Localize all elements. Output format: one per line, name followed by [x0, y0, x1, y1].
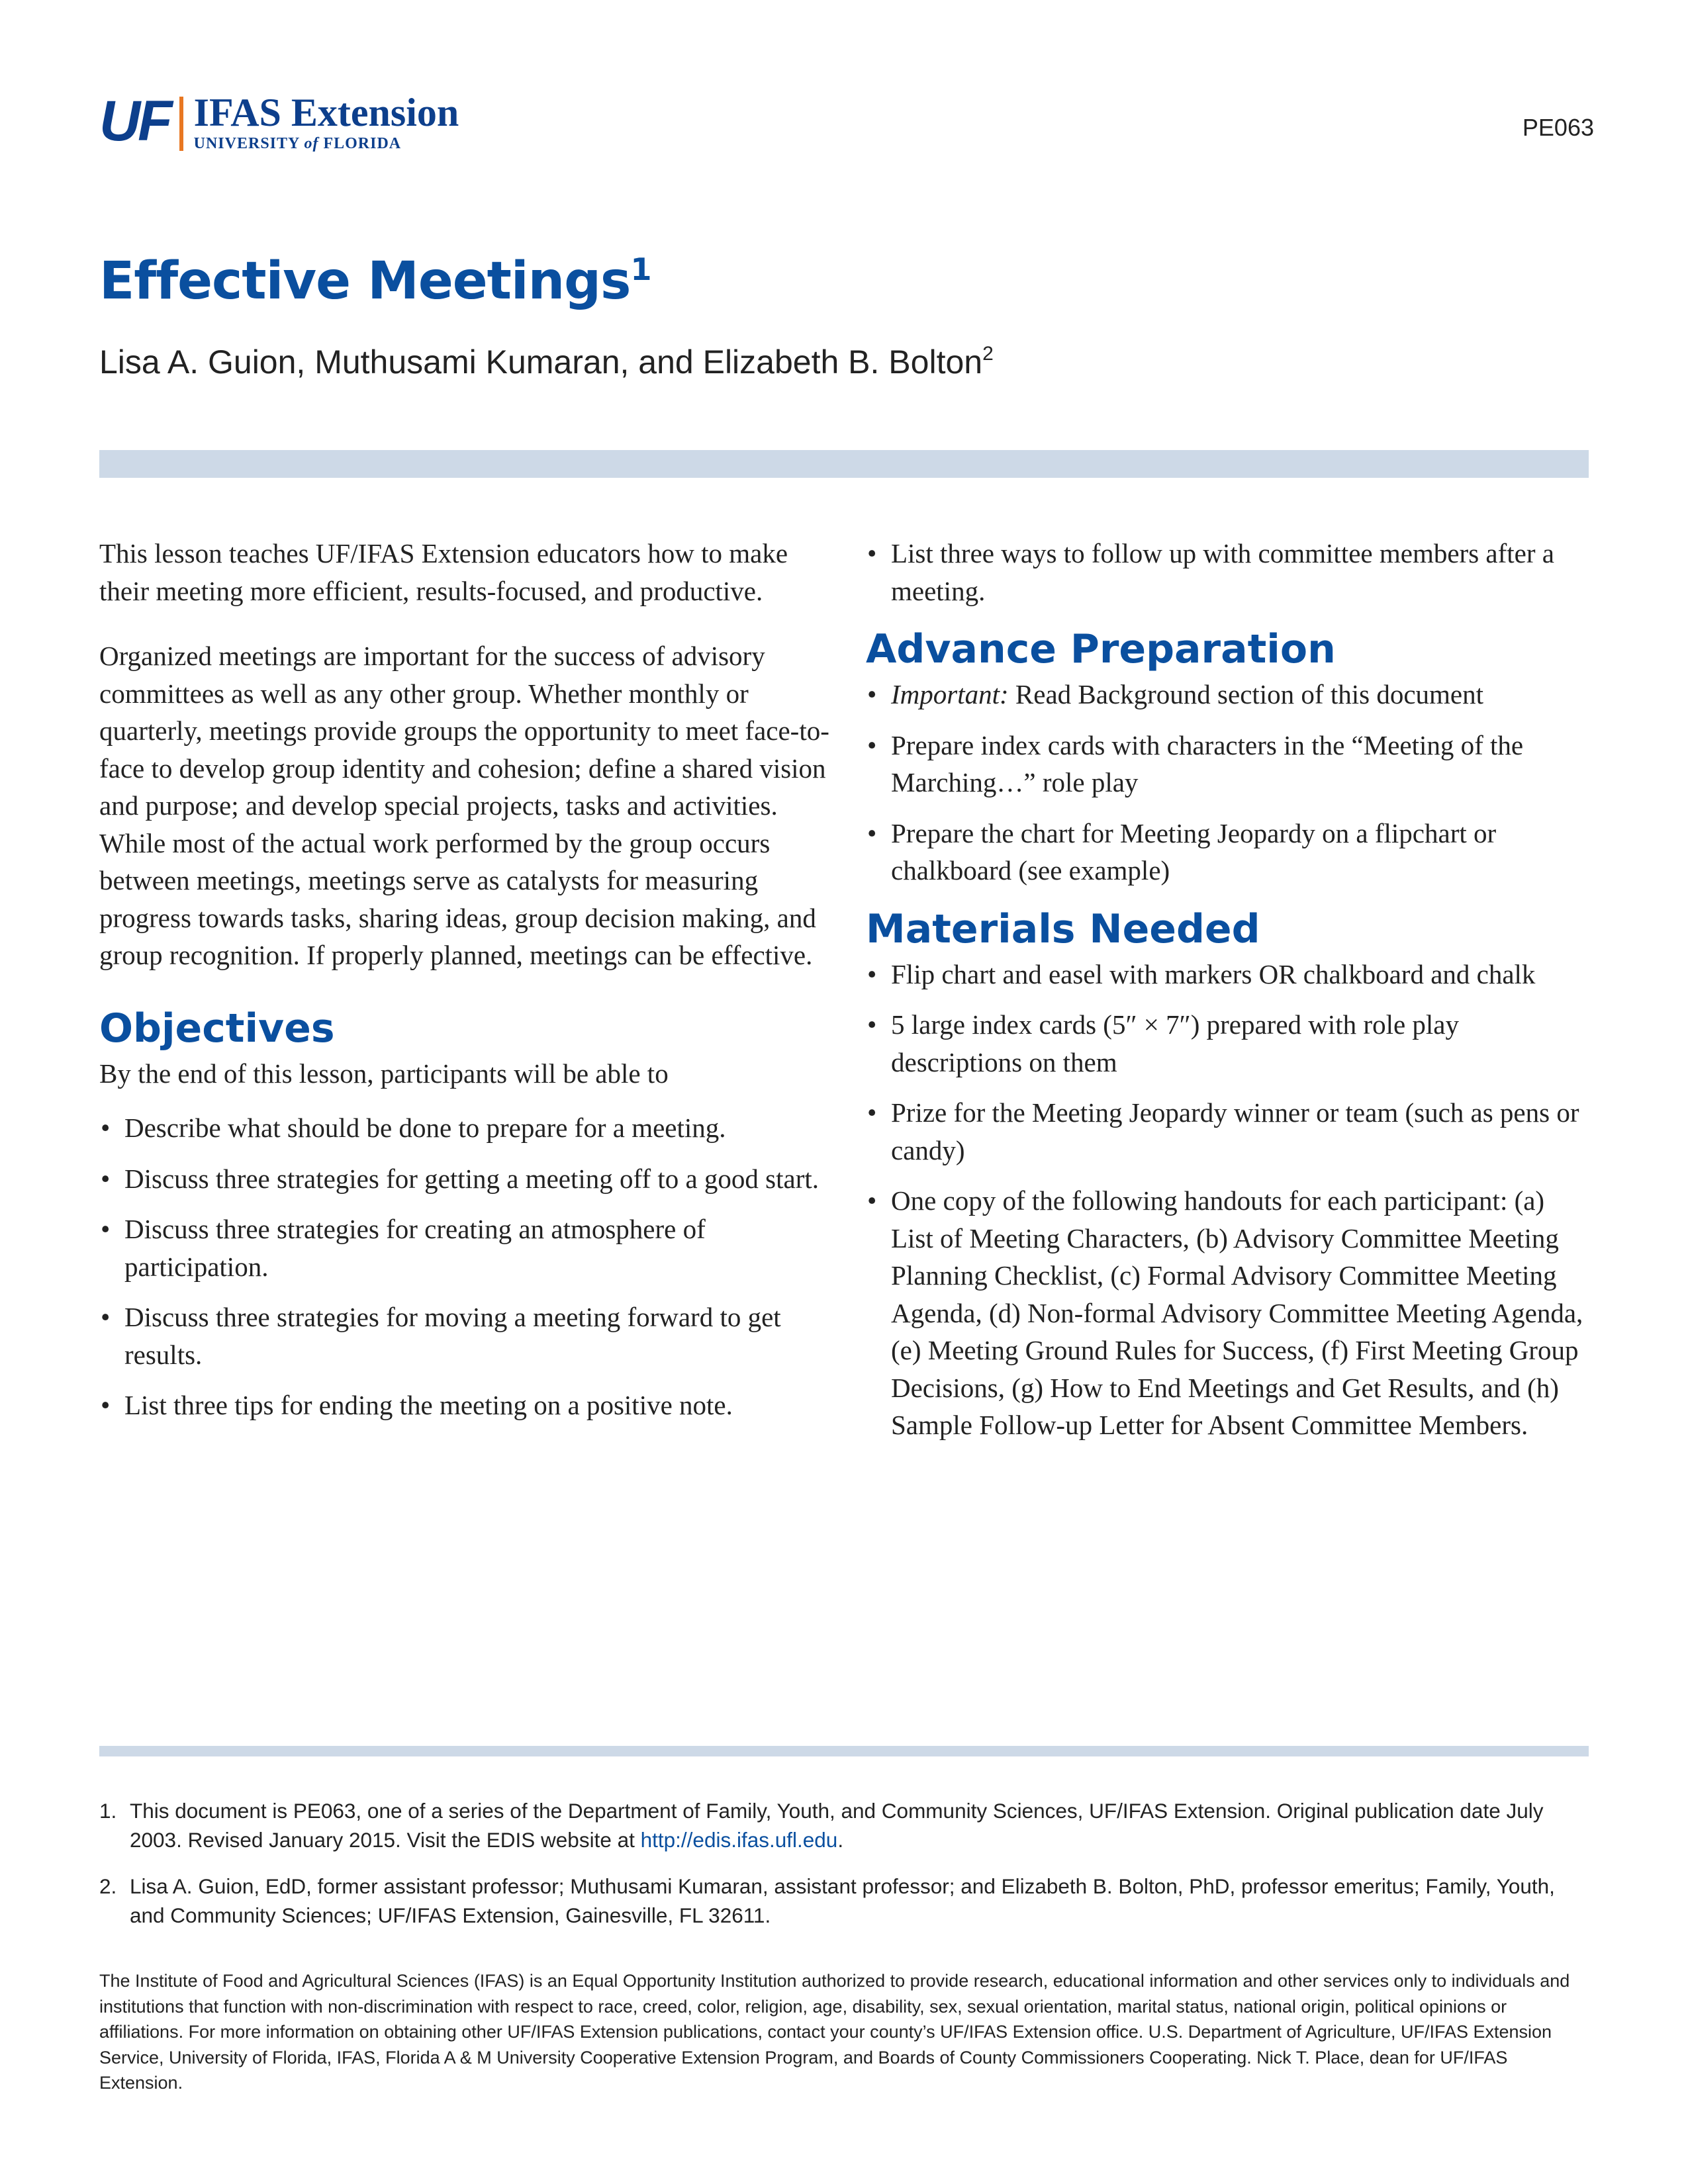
bullet-icon: •	[867, 729, 877, 760]
edis-website-link[interactable]: http://edis.ifas.ufl.edu	[640, 1828, 838, 1852]
footnote-number: 2.	[99, 1874, 117, 1898]
intro-paragraph-1: This lesson teaches UF/IFAS Extension educators how to make their meeting more efficient, results-focused, and productive.	[99, 538, 788, 606]
bullet-icon: •	[867, 958, 877, 989]
footnotes	[99, 1796, 1589, 1947]
list-item-text: Prepare the chart for Meeting Jeopardy on a flipchart or chalkboard (see example)	[891, 817, 1497, 886]
footnote-2	[99, 1872, 1589, 1930]
footnote-end: .	[837, 1828, 844, 1852]
list-item	[99, 1387, 834, 1424]
objectives-heading: Objectives	[99, 1005, 335, 1052]
list-item-text: Flip chart and easel with markers OR chalkboard and chalk	[891, 958, 1536, 989]
list-item	[99, 1298, 834, 1373]
objectives-list	[99, 1109, 834, 1424]
list-item-text: 5 large index cards (5″ × 7″) prepared with role play descriptions on them	[891, 1009, 1459, 1077]
footnote-text: This document is PE063, one of a series of the Department of Family, Youth, and Community Sciences, UF/IFAS Extension. Original publication date July 2003. Revised January 2015. Visit the EDIS website at	[130, 1799, 1544, 1852]
title-text: Effective Meetings	[99, 251, 631, 311]
objectives-list-continued	[866, 535, 1591, 610]
materials-needed-heading: Materials Needed	[866, 905, 1260, 952]
author-line	[99, 343, 994, 381]
list-item	[99, 1109, 834, 1147]
footnote-1	[99, 1796, 1589, 1854]
list-item	[866, 676, 1591, 713]
list-item	[866, 1094, 1591, 1169]
list-item-text: Describe what should be done to prepare for a meeting.	[124, 1113, 726, 1143]
footnote-rule	[99, 1746, 1589, 1756]
advance-preparation-heading: Advance Preparation	[866, 626, 1336, 672]
list-item-text: Discuss three strategies for creating an atmosphere of participation.	[124, 1214, 706, 1282]
list-item	[866, 1006, 1591, 1081]
document-title	[99, 251, 651, 311]
logo-ifas-extension: IFAS Extension	[193, 91, 459, 134]
list-item-text: One copy of the following handouts for each participant: (a) List of Meeting Characters, (b) Advisory Committee Meeting Planning Checklist, (c) Formal Advisory Committee Meeting Agenda, (d) Non-formal Advisory Committee Meeting Agenda, (e) Meeting Ground Rules for Success, (f) First Meeting Group Decisions, (g) How to End Meetings and Get Results, and (h) Sample Follow-up Letter for Absent Committee Members.	[891, 1185, 1583, 1440]
bullet-icon: •	[867, 679, 877, 709]
bullet-icon: •	[867, 1185, 877, 1216]
intro-paragraph-2: Organized meetings are important for the success of advisory committees as well as any other group. Whether monthly or quarterly, meetings provide groups the opportunity to meet face-to-face to develop group identity and cohesion; define a shared vision and purpose; and develop special projects, tasks and activities. While most of the actual work performed by the group occurs between meetings, meetings serve as catalysts for measuring progress towards tasks, sharing ideas, group decision making, and group recognition. If properly planned, meetings can be effective.	[99, 641, 829, 970]
bullet-icon: •	[101, 1302, 111, 1332]
materials-list	[866, 956, 1591, 1444]
list-item	[866, 535, 1591, 610]
list-item	[866, 815, 1591, 889]
list-item-text: Read Background section of this document	[1008, 679, 1483, 709]
list-item	[866, 956, 1591, 993]
list-item	[99, 1210, 834, 1285]
header-rule	[99, 450, 1589, 478]
bullet-icon: •	[867, 817, 877, 848]
bullet-icon: •	[867, 1097, 877, 1128]
logo-univ-pre: UNIVERSITY	[193, 135, 305, 152]
equal-opportunity-statement: The Institute of Food and Agricultural Sciences (IFAS) is an Equal Opportunity Institution authorized to provide research, educational information and other services only to individuals and institutions that function with non-discrimination with respect to race, creed, color, religion, age, disability, sex, sexual orientation, marital status, national origin, political opinions or affiliations. For more information on obtaining other UF/IFAS Extension publications, contact your county’s UF/IFAS Extension office. U.S. Department of Agriculture, UF/IFAS Extension Service, University of Florida, IFAS, Florida A & M University Cooperative Extension Program, and Boards of County Commissioners Cooperating. Nick T. Place, dean for UF/IFAS Extension.	[99, 1971, 1570, 2093]
advance-preparation-list	[866, 676, 1591, 889]
list-item	[866, 1182, 1591, 1444]
uf-ifas-logo	[99, 89, 459, 159]
important-label: Important:	[891, 679, 1009, 709]
bullet-icon: •	[101, 1163, 111, 1194]
list-item-text: List three ways to follow up with committee members after a meeting.	[891, 538, 1554, 606]
list-item-text: List three tips for ending the meeting on a positive note.	[124, 1390, 733, 1420]
authors-footnote-ref: 2	[982, 343, 994, 365]
logo-wordmark	[194, 93, 459, 153]
list-item-text: Discuss three strategies for getting a meeting off to a good start.	[124, 1163, 820, 1194]
bullet-icon: •	[101, 1113, 111, 1143]
logo-univ-post: FLORIDA	[318, 135, 402, 152]
bullet-icon: •	[867, 1009, 877, 1040]
bullet-icon: •	[101, 1390, 111, 1420]
list-item-text: Prize for the Meeting Jeopardy winner or team (such as pens or candy)	[891, 1097, 1579, 1165]
logo-university	[194, 135, 459, 153]
bullet-icon: •	[867, 538, 877, 569]
right-column	[866, 535, 1591, 1457]
left-column	[99, 535, 834, 1437]
bullet-icon: •	[101, 1214, 111, 1244]
authors-text: Lisa A. Guion, Muthusami Kumaran, and Elizabeth B. Bolton	[99, 343, 983, 381]
list-item	[866, 727, 1591, 801]
logo-divider	[179, 97, 183, 151]
objectives-intro: By the end of this lesson, participants will be able to	[99, 1058, 669, 1089]
list-item-text: Discuss three strategies for moving a meeting forward to get results.	[124, 1302, 781, 1370]
footnote-number: 1.	[99, 1799, 117, 1823]
list-item-text: Prepare index cards with characters in the “Meeting of the Marching…” role play	[891, 729, 1524, 797]
list-item	[99, 1160, 834, 1198]
footnote-text: Lisa A. Guion, EdD, former assistant professor; Muthusami Kumaran, assistant professor; and Elizabeth B. Bolton, PhD, professor emeritus; Family, Youth, and Community Sciences; UF/IFAS Extension, Gainesville, FL 32611.	[130, 1874, 1555, 1927]
logo-uf-mark: UF	[99, 89, 170, 153]
logo-univ-of: of	[304, 135, 319, 152]
publication-number: PE063	[1522, 114, 1594, 141]
title-footnote-ref: 1	[630, 251, 651, 287]
